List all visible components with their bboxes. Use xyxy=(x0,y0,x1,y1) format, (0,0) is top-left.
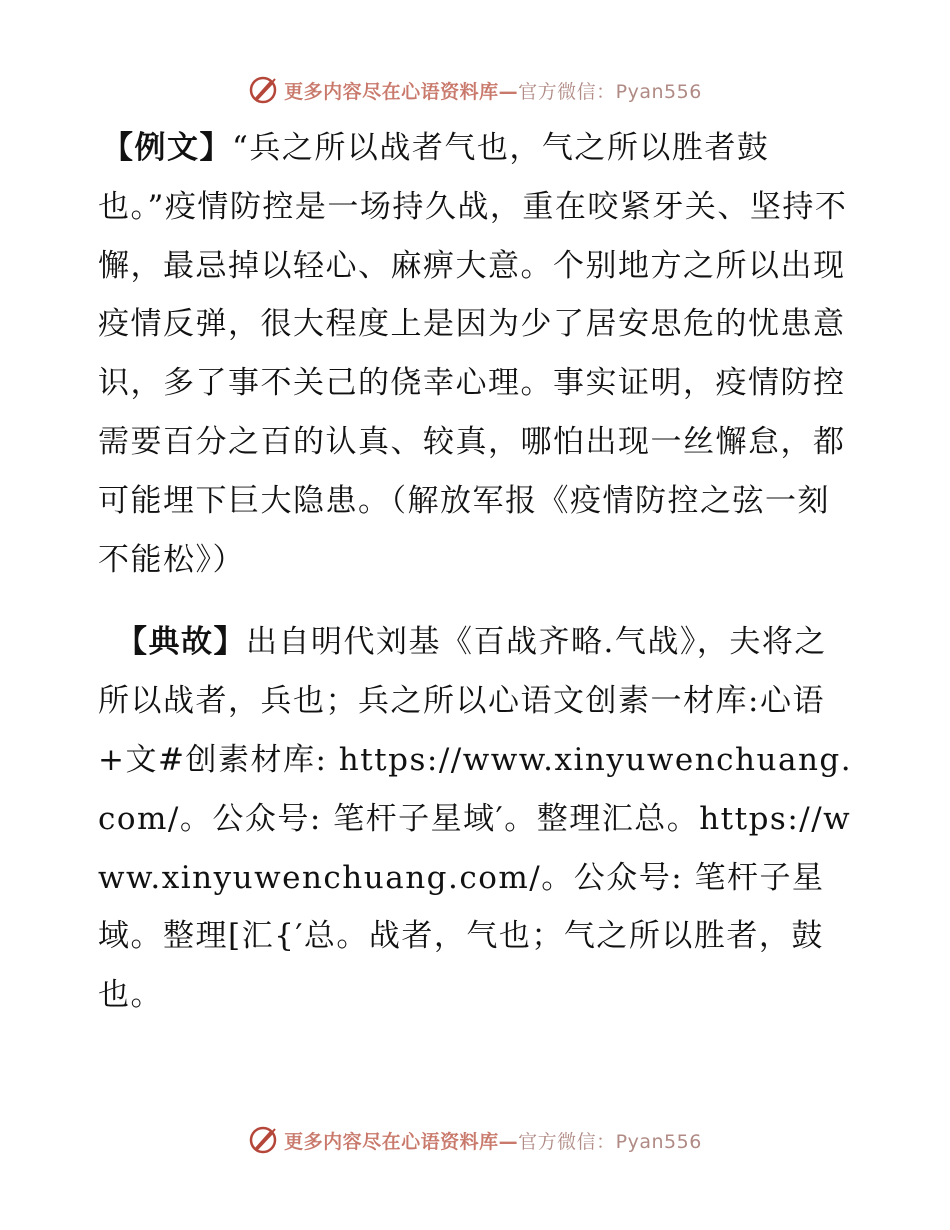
feather-pen-icon xyxy=(248,1125,278,1155)
footer-watermark xyxy=(0,1120,950,1160)
example-tag: 【例文】 xyxy=(102,130,232,166)
footer-site-text: 更多内容尽在心语资料库— xyxy=(284,1130,519,1153)
example-paragraph xyxy=(98,119,858,589)
allusion-tag: 【典故】 xyxy=(116,624,246,661)
allusion-paragraph xyxy=(98,613,858,1025)
header-watermark xyxy=(0,70,950,110)
allusion-text: 出自明代刘基《百战齐略.气战》，夫将之所以战者，兵也；兵之所以心语文创素一材库:心语+文#创素材库: https://www.xinyuwenchuang.com/。公众号: 笔杆子星域′。整理汇总。https://www.xinyuwenchuang.com/。公众号: 笔杆子星域。整理[汇{′总。战者，气也；气之所以胜者，鼓也。 xyxy=(98,624,853,1014)
header-site-text: 更多内容尽在心语资料库— xyxy=(284,80,519,103)
header-wechat-text: 官方微信：Pyan556 xyxy=(518,80,702,103)
example-text: “兵之所以战者气也，气之所以胜者鼓也。”疫情防控是一场持久战，重在咬紧牙关、坚持不懈，最忌掉以轻心、麻痹大意。个别地方之所以出现疫情反弹，很大程度上是因为少了居安思危的忧患意识，多了事不关己的侥幸心理。事实证明，疫情防控需要百分之百的认真、较真，哪怕出现一丝懈怠，都可能埋下巨大隐患。（解放军报《疫情防控之弦一刻不能松》） xyxy=(98,130,848,578)
footer-wechat-text: 官方微信：Pyan556 xyxy=(518,1130,702,1153)
feather-pen-icon xyxy=(248,75,278,105)
footer-watermark-text xyxy=(284,1127,702,1154)
document-body xyxy=(98,119,858,1025)
header-watermark-text xyxy=(284,77,702,104)
